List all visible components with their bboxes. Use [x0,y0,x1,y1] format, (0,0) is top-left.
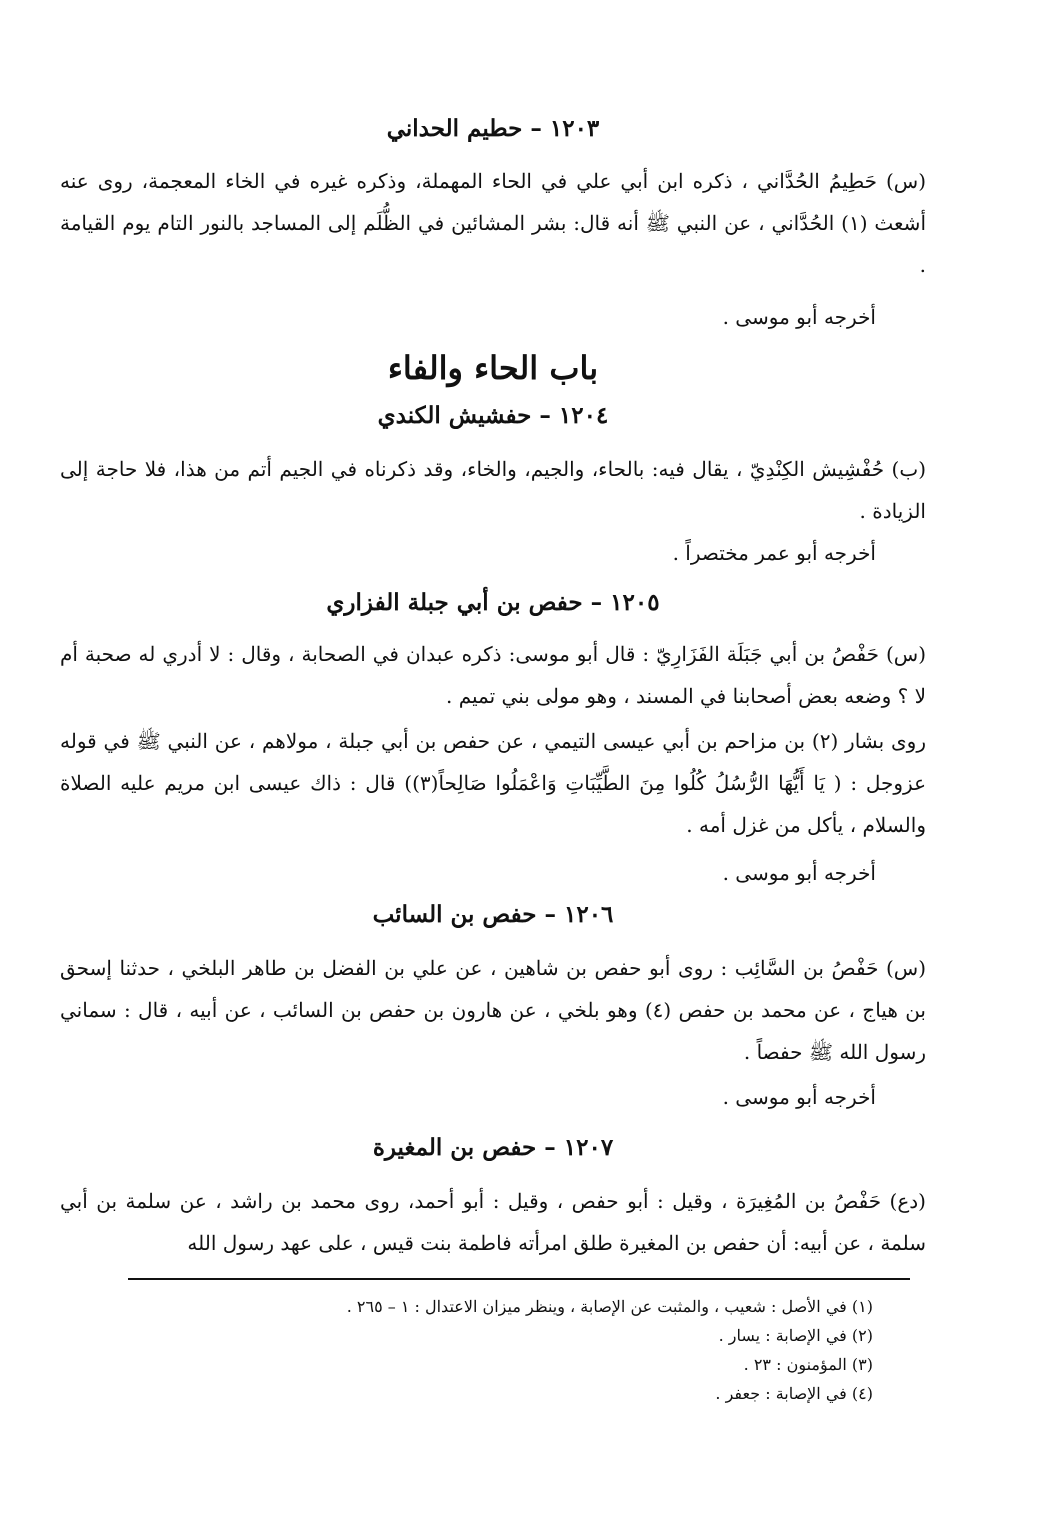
footnote: (٣) المؤمنون : ٢٣ . [743,1355,873,1374]
entry-credit: أخرجه أبو عمر مختصراً . [672,541,876,565]
footnote-divider [128,1278,910,1280]
footnotes [273,1292,873,1408]
footnote: (٤) في الإصابة : جعفر . [715,1384,873,1403]
entry-credit: أخرجه أبو موسى . [722,1085,876,1109]
entry-title: ١٢٠٤ – حفشيش الكندي [377,402,609,429]
footnote: (١) في الأصل : شعيب ، والمثبت عن الإصابة ، وينظر ميزان الاعتدال : ١ – ٢٦٥ . [346,1297,873,1316]
entry-title: ١٢٠٣ – حطيم الحداني [386,115,600,142]
entry-credit: أخرجه أبو موسى . [722,861,876,885]
entry-title: ١٢٠٥ – حفص بن أبي جبلة الفزاري [326,589,660,616]
footnote: (٢) في الإصابة : يسار . [718,1326,873,1345]
entry-paragraph: (س) حَفْصُ بن أبي جَبَلَة الفَزَارِيّ : قال أبو موسى: ذكره عبدان في الصحابة ، وقال : لا أدري له صحبة أم لا ؟ وضعه بعض أصحابنا في المسند ، وهو مولى بني تميم . [60,642,927,708]
entry-paragraph: روى بشار (٢) بن مزاحم بن أبي عيسى التيمي ، عن حفص بن أبي جبلة ، مولاهم ، عن النبي ﷺ في قوله عزوجل : ( يَا أَيُّهَا الرُّسُلُ كُلُوا مِنَ الطَّيِّبَاتِ وَاعْمَلُوا صَالِحاً(٣)) قال : ذاك عيسى ابن مريم عليه الصلاة والسلام ، يأكل من غزل أمه . [60,729,927,837]
entry-title: ١٢٠٦ – حفص بن السائب [372,901,614,928]
entry-paragraph: (دع) حَفْصُ بن المُغِيرَة ، وقيل : أبو حفص ، وقيل : أبو أحمد، روى محمد بن راشد ، عن سلمة بن أبي سلمة ، عن أبيه: أن حفص بن المغيرة طلق امرأته فاطمة بنت قيس ، على عهد رسول الله [60,1189,926,1255]
entry-title: ١٢٠٧ – حفص بن المغيرة [372,1134,614,1161]
entry-paragraph: (ب) حُفْشِيش الكِنْدِيّ ، يقال فيه: بالحاء، والجيم، والخاء، وقد ذكرناه في الجيم أتم من هذا، فلا حاجة إلى الزيادة . [60,457,926,523]
entry-paragraph: (س) حَطِيمُ الحُدَّاني ، ذكره ابن أبي علي في الحاء المهملة، وذكره غيره في الخاء المعجمة، روى عنه أشعث (١) الحُدَّاني ، عن النبي ﷺ أنه قال: بشر المشائين في الظُّلَم إلى المساجد بالنور التام يوم القيامة . [60,169,926,277]
chapter-heading: باب الحاء والفاء [387,349,599,387]
entry-credit: أخرجه أبو موسى . [722,305,876,329]
entry-paragraph: (س) حَفْصُ بن السَّائِب : روى أبو حفص بن شاهين ، عن علي بن الفضل بن طاهر البلخي ، حدثنا إسحق بن هياج ، عن محمد بن حفص (٤) وهو بلخي ، عن هارون بن حفص بن السائب ، عن أبيه ، قال : سماني رسول الله ﷺ حفصاً . [60,956,926,1064]
